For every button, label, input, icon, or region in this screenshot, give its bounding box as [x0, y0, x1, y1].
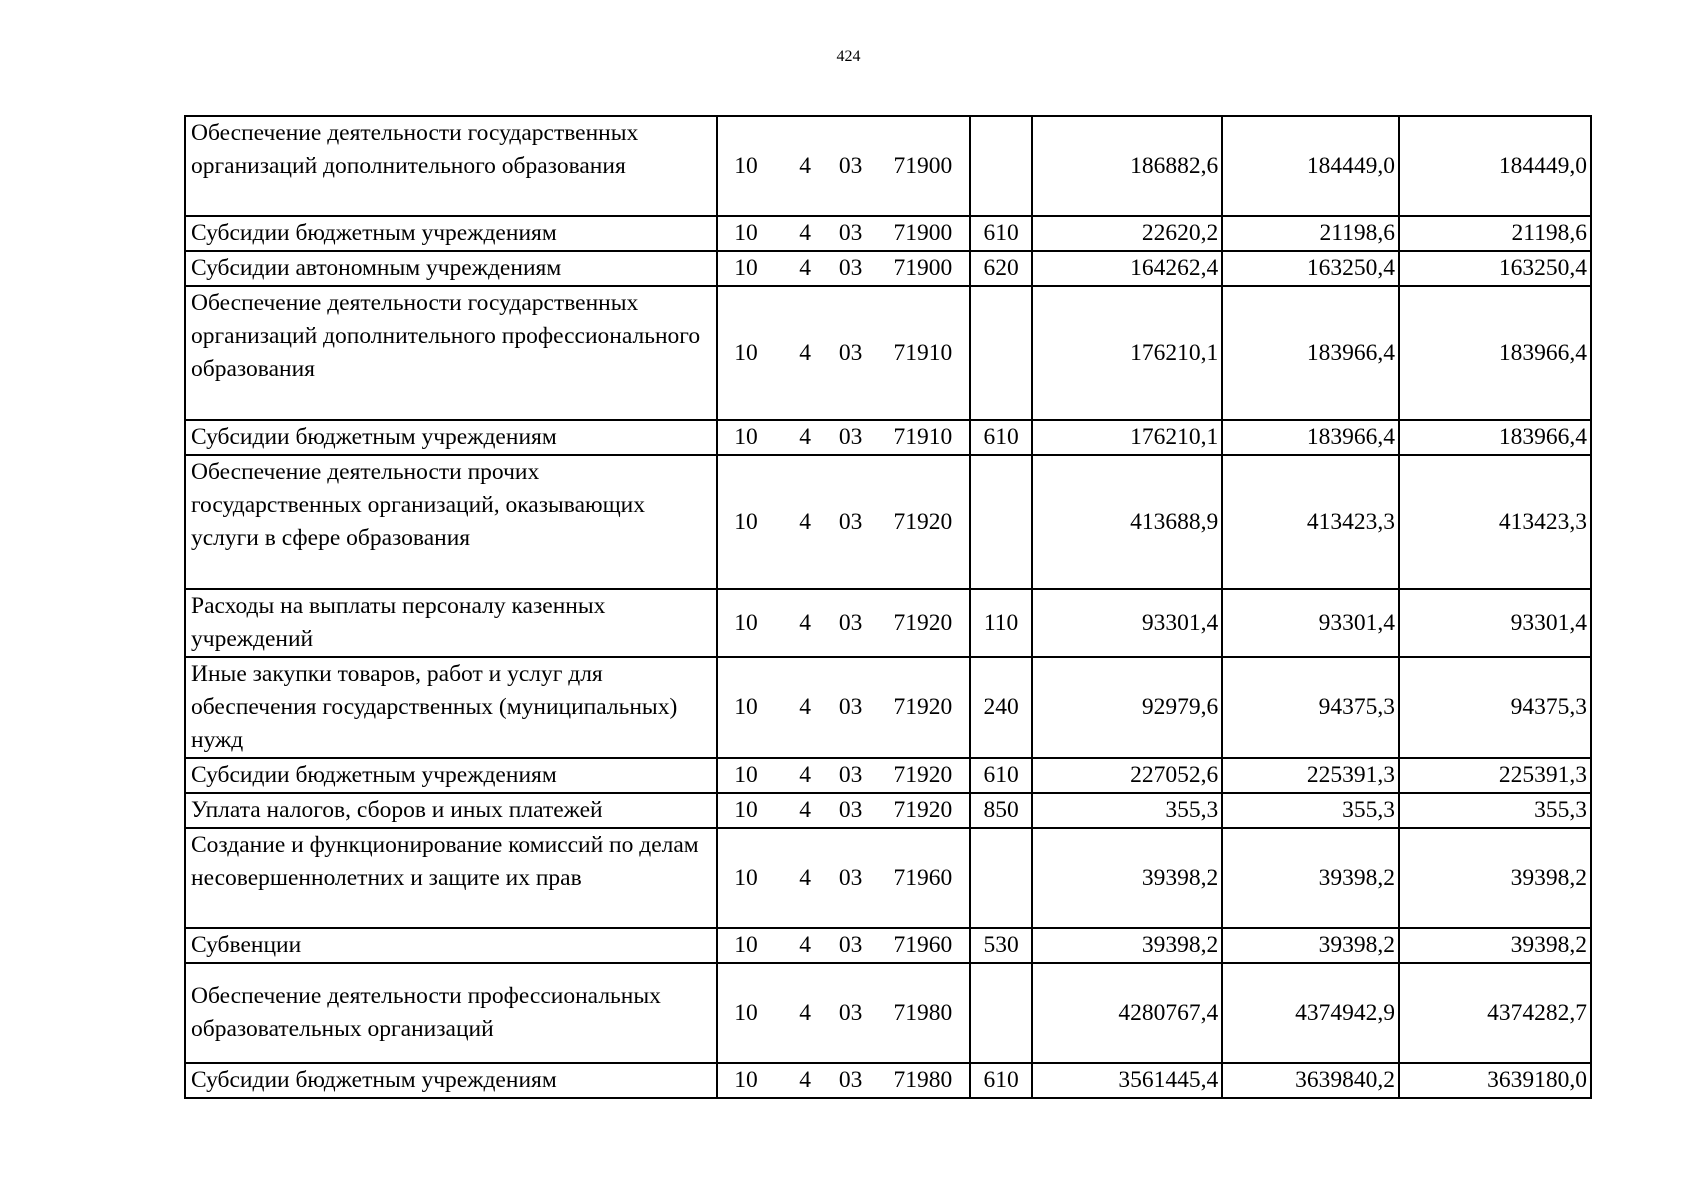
expense-type-code: 850	[970, 793, 1033, 828]
section-code: 10	[717, 420, 786, 455]
subsection-code: 4	[786, 455, 824, 589]
section-code: 10	[717, 216, 786, 251]
expense-type-code: 610	[970, 216, 1033, 251]
budget-table	[184, 115, 1592, 1099]
amount-year-2: 39398,2	[1222, 828, 1399, 928]
target-code: 71920	[877, 793, 970, 828]
subsection-code: 4	[786, 758, 824, 793]
section-code: 10	[717, 828, 786, 928]
table-row	[185, 828, 1591, 928]
amount-year-1: 164262,4	[1032, 251, 1222, 286]
row-name: Субсидии бюджетным учреждениям	[185, 216, 717, 251]
expense-type-code	[970, 455, 1033, 589]
amount-year-3: 4374282,7	[1399, 963, 1591, 1063]
program-code: 03	[824, 216, 877, 251]
amount-year-1: 413688,9	[1032, 455, 1222, 589]
amount-year-3: 355,3	[1399, 793, 1591, 828]
amount-year-1: 93301,4	[1032, 589, 1222, 657]
program-code: 03	[824, 657, 877, 758]
amount-year-3: 225391,3	[1399, 758, 1591, 793]
table-row	[185, 216, 1591, 251]
table-row	[185, 657, 1591, 758]
expense-type-code: 240	[970, 657, 1033, 758]
expense-type-code: 110	[970, 589, 1033, 657]
row-name: Уплата налогов, сборов и иных платежей	[185, 793, 717, 828]
amount-year-2: 163250,4	[1222, 251, 1399, 286]
amount-year-1: 39398,2	[1032, 928, 1222, 963]
subsection-code: 4	[786, 116, 824, 216]
subsection-code: 4	[786, 589, 824, 657]
amount-year-1: 4280767,4	[1032, 963, 1222, 1063]
row-name: Субвенции	[185, 928, 717, 963]
program-code: 03	[824, 963, 877, 1063]
table-row	[185, 1063, 1591, 1098]
expense-type-code: 610	[970, 758, 1033, 793]
amount-year-1: 22620,2	[1032, 216, 1222, 251]
target-code: 71900	[877, 216, 970, 251]
table-row	[185, 420, 1591, 455]
program-code: 03	[824, 455, 877, 589]
amount-year-3: 183966,4	[1399, 286, 1591, 420]
program-code: 03	[824, 1063, 877, 1098]
table-row	[185, 455, 1591, 589]
subsection-code: 4	[786, 216, 824, 251]
target-code: 71910	[877, 286, 970, 420]
subsection-code: 4	[786, 928, 824, 963]
row-name: Субсидии бюджетным учреждениям	[185, 758, 717, 793]
section-code: 10	[717, 793, 786, 828]
section-code: 10	[717, 758, 786, 793]
amount-year-2: 183966,4	[1222, 286, 1399, 420]
amount-year-3: 39398,2	[1399, 928, 1591, 963]
amount-year-1: 39398,2	[1032, 828, 1222, 928]
row-name: Обеспечение деятельности прочих государственных организаций, оказывающих услуги в сфере образования	[185, 455, 717, 589]
amount-year-3: 3639180,0	[1399, 1063, 1591, 1098]
row-name: Обеспечение деятельности государственных организаций дополнительного профессионального образования	[185, 286, 717, 420]
amount-year-1: 227052,6	[1032, 758, 1222, 793]
row-name: Субсидии бюджетным учреждениям	[185, 1063, 717, 1098]
section-code: 10	[717, 286, 786, 420]
target-code: 71920	[877, 455, 970, 589]
section-code: 10	[717, 589, 786, 657]
target-code: 71920	[877, 758, 970, 793]
subsection-code: 4	[786, 286, 824, 420]
amount-year-3: 183966,4	[1399, 420, 1591, 455]
amount-year-3: 93301,4	[1399, 589, 1591, 657]
target-code: 71900	[877, 251, 970, 286]
program-code: 03	[824, 828, 877, 928]
row-name: Иные закупки товаров, работ и услуг для обеспечения государственных (муниципальных) нужд	[185, 657, 717, 758]
target-code: 71910	[877, 420, 970, 455]
program-code: 03	[824, 420, 877, 455]
amount-year-3: 413423,3	[1399, 455, 1591, 589]
row-name: Расходы на выплаты персоналу казенных учреждений	[185, 589, 717, 657]
amount-year-2: 39398,2	[1222, 928, 1399, 963]
subsection-code: 4	[786, 1063, 824, 1098]
table-row	[185, 963, 1591, 1063]
amount-year-3: 184449,0	[1399, 116, 1591, 216]
amount-year-2: 4374942,9	[1222, 963, 1399, 1063]
amount-year-2: 184449,0	[1222, 116, 1399, 216]
table-row	[185, 116, 1591, 216]
amount-year-2: 21198,6	[1222, 216, 1399, 251]
target-code: 71900	[877, 116, 970, 216]
row-name: Обеспечение деятельности государственных организаций дополнительного образования	[185, 116, 717, 216]
subsection-code: 4	[786, 657, 824, 758]
target-code: 71960	[877, 828, 970, 928]
program-code: 03	[824, 758, 877, 793]
subsection-code: 4	[786, 828, 824, 928]
amount-year-1: 92979,6	[1032, 657, 1222, 758]
expense-type-code	[970, 828, 1033, 928]
row-name: Создание и функционирование комиссий по делам несовершеннолетних и защите их прав	[185, 828, 717, 928]
expense-type-code	[970, 963, 1033, 1063]
amount-year-1: 355,3	[1032, 793, 1222, 828]
subsection-code: 4	[786, 251, 824, 286]
target-code: 71920	[877, 589, 970, 657]
target-code: 71960	[877, 928, 970, 963]
section-code: 10	[717, 1063, 786, 1098]
amount-year-1: 176210,1	[1032, 286, 1222, 420]
table-body	[185, 116, 1591, 1098]
amount-year-2: 94375,3	[1222, 657, 1399, 758]
table-row	[185, 251, 1591, 286]
page-number: 424	[836, 48, 861, 65]
section-code: 10	[717, 455, 786, 589]
expense-type-code	[970, 286, 1033, 420]
section-code: 10	[717, 657, 786, 758]
amount-year-2: 3639840,2	[1222, 1063, 1399, 1098]
program-code: 03	[824, 589, 877, 657]
subsection-code: 4	[786, 793, 824, 828]
program-code: 03	[824, 928, 877, 963]
program-code: 03	[824, 286, 877, 420]
section-code: 10	[717, 963, 786, 1063]
expense-type-code: 530	[970, 928, 1033, 963]
row-name: Субсидии автономным учреждениям	[185, 251, 717, 286]
amount-year-2: 93301,4	[1222, 589, 1399, 657]
amount-year-1: 3561445,4	[1032, 1063, 1222, 1098]
program-code: 03	[824, 251, 877, 286]
expense-type-code: 610	[970, 420, 1033, 455]
table-row	[185, 286, 1591, 420]
subsection-code: 4	[786, 420, 824, 455]
amount-year-1: 186882,6	[1032, 116, 1222, 216]
amount-year-3: 39398,2	[1399, 828, 1591, 928]
section-code: 10	[717, 116, 786, 216]
table-row	[185, 793, 1591, 828]
expense-type-code: 620	[970, 251, 1033, 286]
target-code: 71980	[877, 963, 970, 1063]
table-row	[185, 928, 1591, 963]
amount-year-3: 163250,4	[1399, 251, 1591, 286]
amount-year-2: 225391,3	[1222, 758, 1399, 793]
amount-year-2: 413423,3	[1222, 455, 1399, 589]
table-row	[185, 758, 1591, 793]
table-row	[185, 589, 1591, 657]
amount-year-3: 21198,6	[1399, 216, 1591, 251]
amount-year-3: 94375,3	[1399, 657, 1591, 758]
program-code: 03	[824, 793, 877, 828]
amount-year-2: 355,3	[1222, 793, 1399, 828]
program-code: 03	[824, 116, 877, 216]
amount-year-2: 183966,4	[1222, 420, 1399, 455]
section-code: 10	[717, 251, 786, 286]
section-code: 10	[717, 928, 786, 963]
target-code: 71920	[877, 657, 970, 758]
expense-type-code: 610	[970, 1063, 1033, 1098]
target-code: 71980	[877, 1063, 970, 1098]
amount-year-1: 176210,1	[1032, 420, 1222, 455]
row-name: Субсидии бюджетным учреждениям	[185, 420, 717, 455]
row-name: Обеспечение деятельности профессиональных образовательных организаций	[185, 963, 717, 1063]
subsection-code: 4	[786, 963, 824, 1063]
expense-type-code	[970, 116, 1033, 216]
